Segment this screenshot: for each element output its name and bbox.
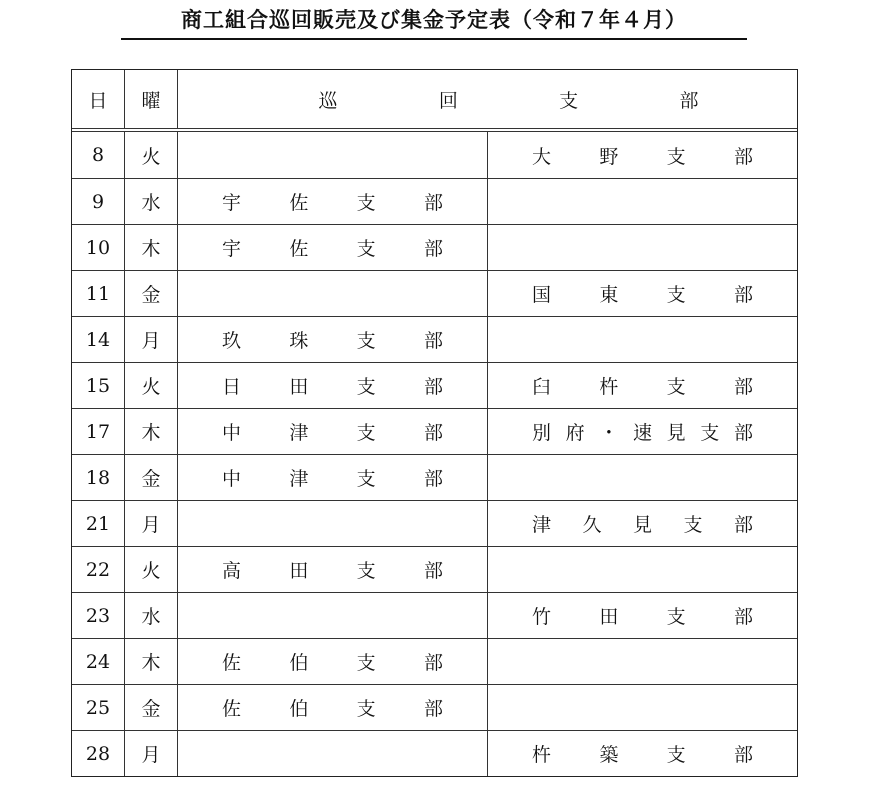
table-row xyxy=(72,270,797,316)
table-row xyxy=(72,454,797,500)
day-cell: 8 xyxy=(72,132,125,178)
weekday-cell: 火 xyxy=(125,132,178,178)
branch-name-char: 別 xyxy=(532,422,552,444)
day-cell: 15 xyxy=(72,363,125,408)
day-cell: 28 xyxy=(72,731,125,776)
branch-name-char: 支 xyxy=(356,238,376,260)
branch-name-char: 津 xyxy=(289,468,309,490)
branch-name-char: 支 xyxy=(666,284,686,306)
branch-name-char: 支 xyxy=(666,744,686,766)
weekday-cell: 月 xyxy=(125,501,178,546)
branch-name-char: 速 xyxy=(632,422,652,444)
branch-name-char: 府 xyxy=(565,422,585,444)
route-cell-right xyxy=(488,271,797,316)
weekday-cell: 月 xyxy=(125,731,178,776)
header-day: 日 xyxy=(72,70,125,128)
branch-name-char: 支 xyxy=(356,376,376,398)
route-cell-left xyxy=(178,547,488,592)
branch-name-char: 部 xyxy=(423,238,443,260)
header-route-char: 部 xyxy=(679,89,699,112)
weekday-cell: 火 xyxy=(125,363,178,408)
branch-name-char: 東 xyxy=(599,284,619,306)
route-cell-left xyxy=(178,225,488,270)
branch-name-char: 佐 xyxy=(289,192,309,214)
table-row xyxy=(72,546,797,592)
table-row xyxy=(72,638,797,684)
branch-name-char: 築 xyxy=(599,744,619,766)
table-row xyxy=(72,178,797,224)
route-cell-left xyxy=(178,731,488,776)
branch-name-char: 部 xyxy=(733,422,753,444)
table-row xyxy=(72,730,797,776)
branch-name-char: 支 xyxy=(356,698,376,720)
branch-name-char: 支 xyxy=(356,560,376,582)
route-cell-left xyxy=(178,132,488,178)
table-row xyxy=(72,684,797,730)
branch-name-char: 佐 xyxy=(222,698,242,720)
route-cell-right xyxy=(488,363,797,408)
branch-name-char: 部 xyxy=(423,192,443,214)
branch-name-char: 杵 xyxy=(532,744,552,766)
weekday-cell: 金 xyxy=(125,271,178,316)
branch-name-char: 宇 xyxy=(222,192,242,214)
route-cell-right xyxy=(488,501,797,546)
branch-name-char: 支 xyxy=(666,606,686,628)
branch-name-char: 竹 xyxy=(532,606,552,628)
branch-name-char: 田 xyxy=(289,560,309,582)
branch-name-char: 野 xyxy=(599,145,619,168)
table-body xyxy=(72,132,797,776)
branch-name-char: 支 xyxy=(356,422,376,444)
route-cell-right xyxy=(488,685,797,730)
table-row xyxy=(72,408,797,454)
branch-name-char: 田 xyxy=(599,606,619,628)
branch-name-char: 部 xyxy=(733,376,753,398)
branch-name-char: 支 xyxy=(356,652,376,674)
header-route-char: 回 xyxy=(438,89,458,112)
branch-name-char: 支 xyxy=(356,330,376,352)
table-row xyxy=(72,224,797,270)
route-cell-left xyxy=(178,593,488,638)
route-cell-left xyxy=(178,685,488,730)
branch-name-char: 支 xyxy=(666,145,686,168)
route-cell-left xyxy=(178,455,488,500)
branch-name-char: 支 xyxy=(700,422,720,444)
table-row xyxy=(72,362,797,408)
table-row xyxy=(72,316,797,362)
branch-name-char: 伯 xyxy=(289,698,309,720)
branch-name-char: 久 xyxy=(582,514,602,536)
branch-name-char: 宇 xyxy=(222,238,242,260)
branch-name-char: 珠 xyxy=(289,330,309,352)
branch-name-char: 高 xyxy=(222,560,242,582)
branch-name-char: 部 xyxy=(423,652,443,674)
weekday-cell: 月 xyxy=(125,317,178,362)
table-row xyxy=(72,592,797,638)
branch-name-char: 見 xyxy=(632,514,652,536)
header-route xyxy=(178,70,797,128)
branch-name-char: 佐 xyxy=(289,238,309,260)
route-cell-left xyxy=(178,639,488,684)
branch-name-char: 支 xyxy=(666,376,686,398)
route-cell-left xyxy=(178,409,488,454)
branch-name-char: 日 xyxy=(222,376,242,398)
weekday-cell: 木 xyxy=(125,409,178,454)
branch-name-char: 玖 xyxy=(222,330,242,352)
table-row xyxy=(72,500,797,546)
weekday-cell: 水 xyxy=(125,179,178,224)
branch-name-char: 津 xyxy=(289,422,309,444)
branch-name-char: 大 xyxy=(532,145,552,168)
branch-name-char: 杵 xyxy=(599,376,619,398)
branch-name-char: 部 xyxy=(733,514,753,536)
route-cell-right xyxy=(488,132,797,178)
weekday-cell: 水 xyxy=(125,593,178,638)
branch-name-char: 臼 xyxy=(532,376,552,398)
route-cell-left xyxy=(178,363,488,408)
route-cell-right xyxy=(488,409,797,454)
branch-name-char: 部 xyxy=(733,284,753,306)
branch-name-char: 佐 xyxy=(222,652,242,674)
schedule-table xyxy=(71,69,798,777)
branch-name-char: 国 xyxy=(532,284,552,306)
branch-name-char: 田 xyxy=(289,376,309,398)
weekday-cell: 火 xyxy=(125,547,178,592)
branch-name-char: ・ xyxy=(599,422,619,444)
route-cell-left xyxy=(178,317,488,362)
branch-name-char: 支 xyxy=(356,192,376,214)
header-weekday: 曜 xyxy=(125,70,178,128)
day-cell: 14 xyxy=(72,317,125,362)
day-cell: 9 xyxy=(72,179,125,224)
route-cell-right xyxy=(488,547,797,592)
branch-name-char: 部 xyxy=(423,698,443,720)
weekday-cell: 木 xyxy=(125,639,178,684)
day-cell: 22 xyxy=(72,547,125,592)
branch-name-char: 部 xyxy=(423,560,443,582)
day-cell: 25 xyxy=(72,685,125,730)
branch-name-char: 伯 xyxy=(289,652,309,674)
branch-name-char: 部 xyxy=(733,606,753,628)
day-cell: 10 xyxy=(72,225,125,270)
header-route-char: 巡 xyxy=(318,89,338,112)
weekday-cell: 金 xyxy=(125,685,178,730)
route-cell-right xyxy=(488,455,797,500)
route-cell-right xyxy=(488,639,797,684)
route-cell-left xyxy=(178,501,488,546)
route-cell-right xyxy=(488,225,797,270)
table-row xyxy=(72,132,797,178)
route-cell-right xyxy=(488,731,797,776)
branch-name-char: 見 xyxy=(666,422,686,444)
day-cell: 11 xyxy=(72,271,125,316)
route-cell-right xyxy=(488,317,797,362)
branch-name-char: 部 xyxy=(423,468,443,490)
day-cell: 18 xyxy=(72,455,125,500)
branch-name-char: 部 xyxy=(423,376,443,398)
route-cell-right xyxy=(488,593,797,638)
branch-name-char: 部 xyxy=(733,744,753,766)
branch-name-char: 支 xyxy=(356,468,376,490)
branch-name-char: 部 xyxy=(423,330,443,352)
weekday-cell: 金 xyxy=(125,455,178,500)
day-cell: 21 xyxy=(72,501,125,546)
branch-name-char: 中 xyxy=(222,468,242,490)
branch-name-char: 部 xyxy=(423,422,443,444)
weekday-cell: 木 xyxy=(125,225,178,270)
branch-name-char: 津 xyxy=(532,514,552,536)
table-header-row xyxy=(72,70,797,132)
route-cell-right xyxy=(488,179,797,224)
page-title: 商工組合巡回販売及び集金予定表（令和７年４月） xyxy=(121,4,747,40)
header-route-char: 支 xyxy=(559,89,579,112)
branch-name-char: 部 xyxy=(733,145,753,168)
branch-name-char: 支 xyxy=(683,514,703,536)
branch-name-char: 中 xyxy=(222,422,242,444)
route-cell-left xyxy=(178,271,488,316)
day-cell: 23 xyxy=(72,593,125,638)
route-cell-left xyxy=(178,179,488,224)
day-cell: 24 xyxy=(72,639,125,684)
day-cell: 17 xyxy=(72,409,125,454)
